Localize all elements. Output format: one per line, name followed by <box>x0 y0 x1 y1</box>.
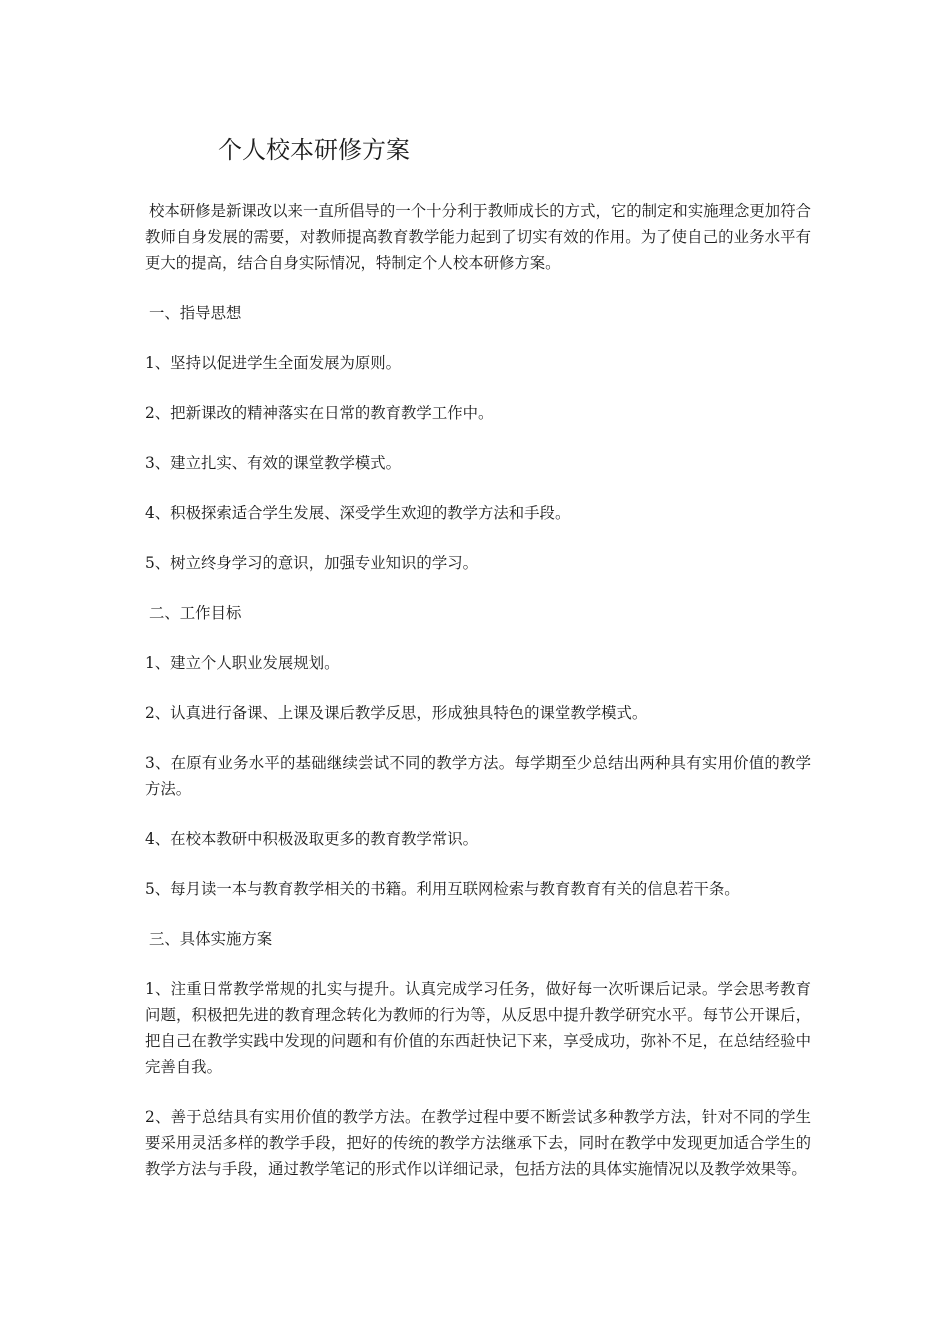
list-item: 2、把新课改的精神落实在日常的教育教学工作中。 <box>145 404 494 422</box>
list-item: 3、在原有业务水平的基础继续尝试不同的教学方法。每学期至少总结出两种具有实用价值的教学方法。 <box>145 754 811 798</box>
list-item: 1、坚持以促进学生全面发展为原则。 <box>145 354 402 372</box>
section-heading-implementation-plan: 三、具体实施方案 <box>149 930 273 948</box>
list-item: 1、建立个人职业发展规划。 <box>145 654 340 672</box>
list-item: 4、在校本教研中积极汲取更多的教育教学常识。 <box>145 830 478 848</box>
list-item: 3、建立扎实、有效的课堂教学模式。 <box>145 454 402 472</box>
list-item: 2、善于总结具有实用价值的教学方法。在教学过程中要不断尝试多种教学方法，针对不同的学生要采用灵活多样的教学手段，把好的传统的教学方法继承下去，同时在教学中发现更加适合学生的教学方法与手段，通过教学笔记的形式作以详细记录，包括方法的具体实施情况以及教学效果等。 <box>145 1108 811 1178</box>
list-item: 4、积极探索适合学生发展、深受学生欢迎的教学方法和手段。 <box>145 504 571 522</box>
intro-paragraph: 校本研修是新课改以来一直所倡导的一个十分利于教师成长的方式，它的制定和实施理念更加符合教师自身发展的需要，对教师提高教育教学能力起到了切实有效的作用。为了使自己的业务水平有更大的提高，结合自身实际情况，特制定个人校本研修方案。 <box>145 202 811 272</box>
section-heading-guiding-ideology: 一、指导思想 <box>149 304 242 322</box>
section-heading-work-goals: 二、工作目标 <box>149 604 242 622</box>
page-title: 个人校本研修方案 <box>218 136 410 164</box>
list-item: 1、注重日常教学常规的扎实与提升。认真完成学习任务，做好每一次听课后记录。学会思考教育问题，积极把先进的教育理念转化为教师的行为等，从反思中提升教学研究水平。每节公开课后，把自己在教学实践中发现的问题和有价值的东西赶快记下来，享受成功，弥补不足，在总结经验中完善自我。 <box>145 980 811 1076</box>
list-item: 5、每月读一本与教育教学相关的书籍。利用互联网检索与教育教育有关的信息若干条。 <box>145 880 740 898</box>
list-item: 2、认真进行备课、上课及课后教学反思，形成独具特色的课堂教学模式。 <box>145 704 648 722</box>
document-body <box>145 198 811 1206</box>
list-item: 5、树立终身学习的意识，加强专业知识的学习。 <box>145 554 478 572</box>
